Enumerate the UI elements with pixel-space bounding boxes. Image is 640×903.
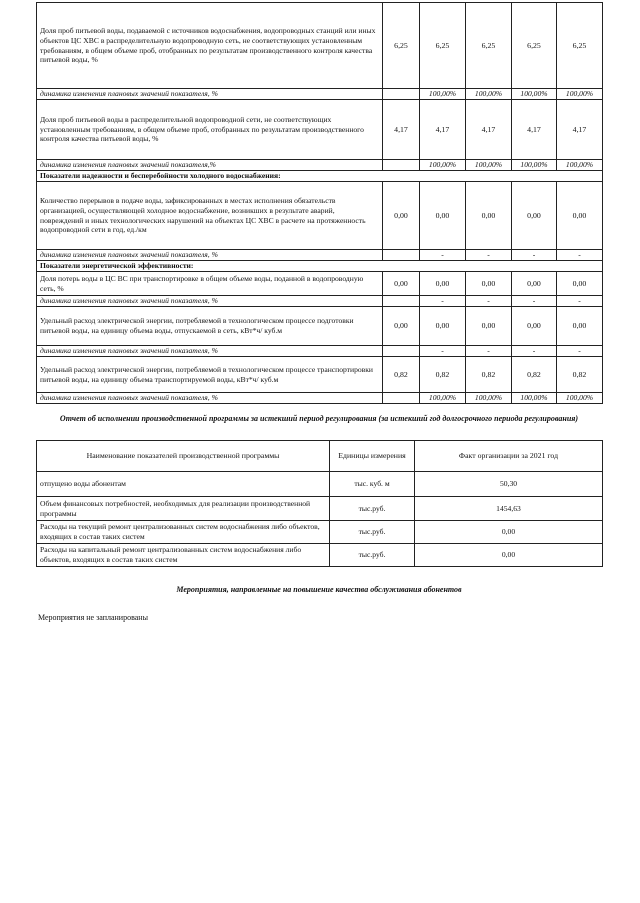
indicator-row-value [37,182,603,250]
indicator-value: - [557,296,603,307]
indicator-value: - [557,346,603,357]
indicator-label: Количество перерывов в подаче воды, зафиксированных в местах исполнения обязательств организацией, осуществляющей холодное водоснабжение, возникших в результате аварий, повреждений и иных технологических нарушений на объектах ЦС ХВС в расчете на протяженность водопроводной сети в год, ед./км [37,182,383,250]
indicator-value: 0,82 [512,357,557,393]
indicator-value: 4,17 [383,100,420,160]
indicator-label: Доля проб питьевой воды в распределительной водопроводной сети, не соответствующих установленным требованиям, в общем объеме проб, отобранных по результатам производственного контроля качества питьевой воды, % [37,100,383,160]
indicator-label: Удельный расход электрической энергии, потребляемой в технологическом процессе транспортировки питьевой воды, на единицу объема транспортируемой воды, кВт*ч/ куб.м [37,357,383,393]
indicator-value: 0,00 [557,182,603,250]
report-row [37,497,603,521]
measures-title: Мероприятия, направленные на повышение качества обслуживания абонентов [176,585,462,594]
section-heading: Показатели энергетической эффективности: [37,261,603,272]
indicator-value: - [512,346,557,357]
indicator-row-value [37,3,603,89]
indicator-value: 0,00 [420,307,466,346]
indicator-label: Удельный расход электрической энергии, потребляемой в технологическом процессе подготовки питьевой воды, на единицу объема воды, отпускаемой в сеть, кВт*ч/ куб.м [37,307,383,346]
report-row-fact: 0,00 [415,544,603,567]
indicator-value: 100,00% [557,89,603,100]
indicator-value: 100,00% [466,89,512,100]
indicator-value: 6,25 [512,3,557,89]
indicator-value: - [420,250,466,261]
indicator-value: 0,00 [557,272,603,296]
indicator-value: - [466,250,512,261]
section-heading: Показатели надежности и бесперебойности холодного водоснабжения: [37,171,603,182]
indicator-value: 6,25 [466,3,512,89]
indicator-value: 100,00% [420,160,466,171]
indicator-row-dynamic [37,89,603,100]
indicator-value: - [466,296,512,307]
indicator-value: 100,00% [512,160,557,171]
report-row-unit: тыс. куб. м [330,472,415,497]
measures-text: Мероприятия не запланированы [38,613,148,622]
indicator-value: 0,00 [557,307,603,346]
indicator-value: 0,00 [512,307,557,346]
indicators-table-body [37,3,603,404]
indicator-row-dynamic [37,393,603,404]
indicator-value: - [557,250,603,261]
report-row-name: Объем финансовых потребностей, необходимых для реализации производственной программы [37,497,330,521]
report-row-unit: тыс.руб. [330,497,415,521]
indicator-value [383,346,420,357]
indicator-row-dynamic [37,160,603,171]
indicator-value: - [420,296,466,307]
indicator-value: 0,82 [383,357,420,393]
indicator-value: 0,82 [557,357,603,393]
indicator-value: 100,00% [420,89,466,100]
indicator-value: 0,00 [420,272,466,296]
report-header-row [37,441,603,472]
indicator-value: 0,00 [420,182,466,250]
indicator-value: - [466,346,512,357]
indicator-value: 0,82 [420,357,466,393]
indicator-row-value [37,272,603,296]
report-row-fact: 1454,63 [415,497,603,521]
report-title: Отчет об исполнении производственной программы за истекший период регулирования (за истекший год долгосрочного периода регулирования) [59,414,579,423]
indicator-value [383,160,420,171]
indicator-value: 6,25 [420,3,466,89]
indicator-row-dynamic [37,250,603,261]
indicator-value: 100,00% [512,393,557,404]
indicator-row-value [37,357,603,393]
indicator-label: Доля проб питьевой воды, подаваемой с источников водоснабжения, водопроводных станций или иных объектов ЦС ХВС в распределительную водопроводную сеть, не соответствующих установленным требованиям, в общем объеме проб, отобранных по результатам производственного контроля качества питьевой воды, % [37,3,383,89]
indicator-value: 6,25 [557,3,603,89]
indicator-value [383,296,420,307]
indicator-value: 0,00 [383,272,420,296]
indicator-value: 6,25 [383,3,420,89]
indicator-value: - [512,250,557,261]
indicators-table [36,2,603,404]
indicator-value: 100,00% [466,160,512,171]
report-row-unit: тыс.руб. [330,521,415,544]
indicator-value: 100,00% [466,393,512,404]
indicator-value: 0,00 [512,272,557,296]
indicator-value: 100,00% [420,393,466,404]
indicator-value: 4,17 [466,100,512,160]
indicator-value: 0,00 [383,307,420,346]
indicator-value [383,250,420,261]
indicator-value: - [512,296,557,307]
indicator-value: 0,00 [512,182,557,250]
report-table-body [37,472,603,567]
indicator-value: 4,17 [557,100,603,160]
report-table [36,440,603,567]
indicator-row-section [37,261,603,272]
indicator-label: Доля потерь воды в ЦС ВС при транспортировке в общем объеме воды, поданной в водопроводную сеть, % [37,272,383,296]
report-row-name: Расходы на капитальный ремонт централизованных систем водоснабжения либо объектов, входящих в состав таких систем [37,544,330,567]
indicator-value: 100,00% [557,160,603,171]
indicator-value: 4,17 [512,100,557,160]
indicator-row-section [37,171,603,182]
indicator-value: 0,00 [466,182,512,250]
indicator-row-dynamic [37,346,603,357]
report-header-unit: Единицы измерения [330,441,415,472]
indicator-value: 0,00 [466,307,512,346]
report-row [37,521,603,544]
indicator-value: 0,82 [466,357,512,393]
report-row-fact: 0,00 [415,521,603,544]
dynamic-label: динамика изменения плановых значений показателя, % [37,393,383,404]
report-row [37,544,603,567]
report-row-name: Расходы на текущий ремонт централизованных систем водоснабжения либо объектов, входящих в состав таких систем [37,521,330,544]
indicator-value: 100,00% [512,89,557,100]
indicator-value: 0,00 [383,182,420,250]
dynamic-label: динамика изменения плановых значений показателя, % [37,89,383,100]
indicator-value: - [420,346,466,357]
indicator-value: 0,00 [466,272,512,296]
indicator-row-value [37,307,603,346]
dynamic-label: динамика изменения плановых значений показателя,% [37,160,383,171]
indicator-value [383,89,420,100]
report-row-name: отпущено воды абонентам [37,472,330,497]
dynamic-label: динамика изменения плановых значений показателя, % [37,250,383,261]
report-row [37,472,603,497]
report-header-name: Наименование показателей производственной программы [37,441,330,472]
indicator-value [383,393,420,404]
indicator-row-value [37,100,603,160]
report-row-fact: 50,30 [415,472,603,497]
indicator-row-dynamic [37,296,603,307]
report-header-fact: Факт организации за 2021 год [415,441,603,472]
dynamic-label: динамика изменения плановых значений показателя, % [37,346,383,357]
dynamic-label: динамика изменения плановых значений показателя, % [37,296,383,307]
indicator-value: 4,17 [420,100,466,160]
indicator-value: 100,00% [557,393,603,404]
report-row-unit: тыс.руб. [330,544,415,567]
